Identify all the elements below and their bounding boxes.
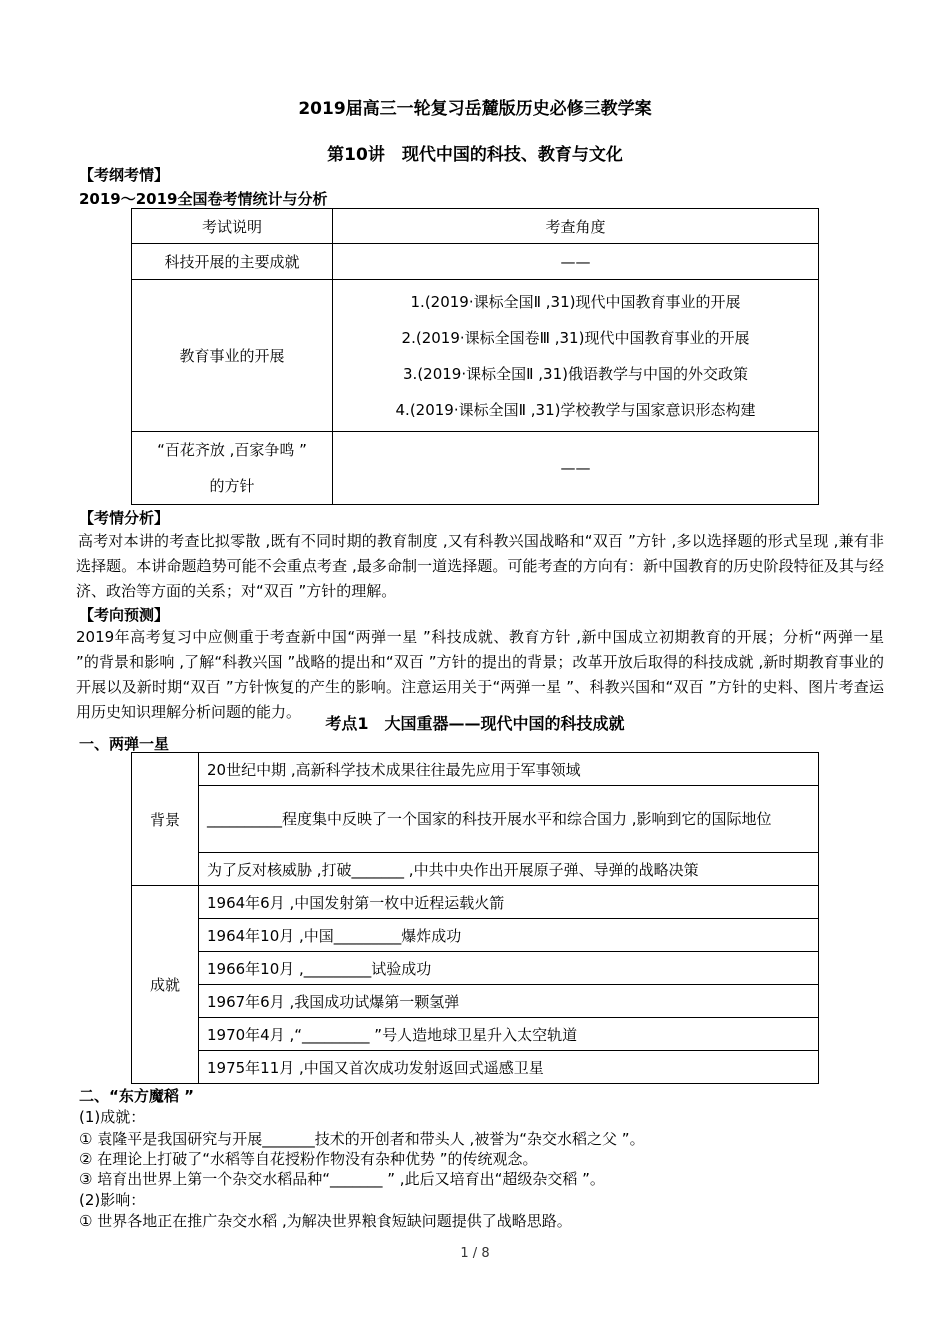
background-label: 背景 bbox=[132, 753, 199, 886]
analysis-heading: 【考情分析】 bbox=[79, 509, 170, 527]
list-item: 1.(2019·课标全国Ⅱ ,31)现代中国教育事业的开展 bbox=[410, 292, 741, 311]
table-row: __________程度集中反映了一个国家的科技开展水平和综合国力 ,影响到它的国际地位 bbox=[199, 786, 819, 853]
table-header-description: 考试说明 bbox=[132, 209, 333, 244]
list-item: 2.(2019·课标全国卷Ⅲ ,31)现代中国教育事业的开展 bbox=[401, 328, 750, 347]
list-item: 3.(2019·课标全国Ⅱ ,31)俄语教学与中国的外交政策 bbox=[403, 364, 748, 383]
table-row: 1967年6月 ,我国成功试爆第一颗氢弹 bbox=[199, 985, 819, 1018]
list-item: 4.(2019·课标全国Ⅱ ,31)学校教学与国家意识形态构建 bbox=[395, 400, 756, 419]
list-item: ② 在理论上打破了“水稻等自花授粉作物没有杂种优势 ”的传统观念。 bbox=[79, 1150, 538, 1168]
table-row: 1964年10月 ,中国_________爆炸成功 bbox=[199, 919, 819, 952]
two-bombs-table bbox=[131, 752, 819, 1084]
rice-achievement-label: (1)成就： bbox=[79, 1108, 146, 1126]
subsection-two-bombs: 一、两弹一星 bbox=[79, 735, 170, 753]
kaodian-title: 考点1 大国重器——现代中国的科技成就 bbox=[325, 714, 625, 733]
table-row: 为了反对核威胁 ,打破_______ ,中共中央作出开展原子弹、导弹的战略决策 bbox=[199, 853, 819, 886]
analysis-text: 高考对本讲的考查比拟零散 ,既有不同时期的教育制度 ,又有科教兴国战略和“双百 ”方针 ,多以选择题的形式呈现 ,兼有非选择题。本讲命题趋势可能不会重点考查 ,最多命制一道选择题。可能考查的方向有：新中国教育的历史阶段特征及其与经济、政治等方面的关系；对“双百 ”方针的理解。 bbox=[76, 532, 884, 600]
document-title: 2019届高三一轮复习岳麓版历史必修三教学案 bbox=[298, 99, 652, 119]
table-row: 1975年11月 ,中国又首次成功发射返回式遥感卫星 bbox=[199, 1051, 819, 1084]
table-cell: 教育事业的开展 bbox=[132, 280, 333, 432]
table-cell-list bbox=[333, 280, 819, 432]
forecast-heading: 【考向预测】 bbox=[79, 606, 170, 624]
section-outline-heading: 【考纲考情】 bbox=[79, 166, 170, 184]
table-row: 1964年6月 ,中国发射第一枚中近程运载火箭 bbox=[199, 886, 819, 919]
table-cell bbox=[132, 432, 333, 505]
cell-line: 的方针 bbox=[209, 477, 255, 495]
list-item: ① 袁隆平是我国研究与开展_______技术的开创者和带头人 ,被誉为“杂交水稻之父 ”。 bbox=[79, 1130, 645, 1148]
achievement-label: 成就 bbox=[132, 886, 199, 1084]
rice-impact-label: (2)影响： bbox=[79, 1191, 146, 1209]
list-item: ① 世界各地正在推广杂交水稻 ,为解决世界粮食短缺问题提供了战略思路。 bbox=[79, 1212, 572, 1230]
table-row: 20世纪中期 ,高新科学技术成果往往最先应用于军事领域 bbox=[199, 753, 819, 786]
table-cell: 科技开展的主要成就 bbox=[132, 244, 333, 280]
stats-heading: 2019～2019全国卷考情统计与分析 bbox=[79, 190, 328, 208]
subsection-rice: 二、“东方魔稻 ” bbox=[79, 1087, 194, 1105]
list-item: ③ 培育出世界上第一个杂交水稻品种“_______ ” ,此后又培育出“超级杂交稻 ”。 bbox=[79, 1170, 605, 1188]
page-number: 1 / 8 bbox=[460, 1246, 490, 1261]
exam-stats-table bbox=[131, 208, 819, 505]
table-cell: —— bbox=[333, 432, 819, 505]
lecture-title: 第10讲 现代中国的科技、教育与文化 bbox=[327, 145, 623, 165]
forecast-text: 2019年高考复习中应侧重于考查新中国“两弹一星 ”科技成就、教育方针 ,新中国成立初期教育的开展；分析“两弹一星 ”的背景和影响 ,了解“科教兴国 ”战略的提出和“双百 ”方针的提出的背景；改革开放后取得的科技成就 ,新时期教育事业的开展以及新时期“双百 ”方针恢复的产生的影响。注意运用关于“两弹一星 ”、科教兴国和“双百 ”方针的史料、图片考查运用历史知识理解分析问题的能力。 bbox=[76, 628, 884, 721]
table-row: 1970年4月 ,“_________ ”号人造地球卫星升入太空轨道 bbox=[199, 1018, 819, 1051]
table-cell: —— bbox=[333, 244, 819, 280]
table-row: 1966年10月 ,_________试验成功 bbox=[199, 952, 819, 985]
cell-line: “百花齐放 ,百家争鸣 ” bbox=[157, 441, 307, 459]
table-header-angle: 考查角度 bbox=[333, 209, 819, 244]
